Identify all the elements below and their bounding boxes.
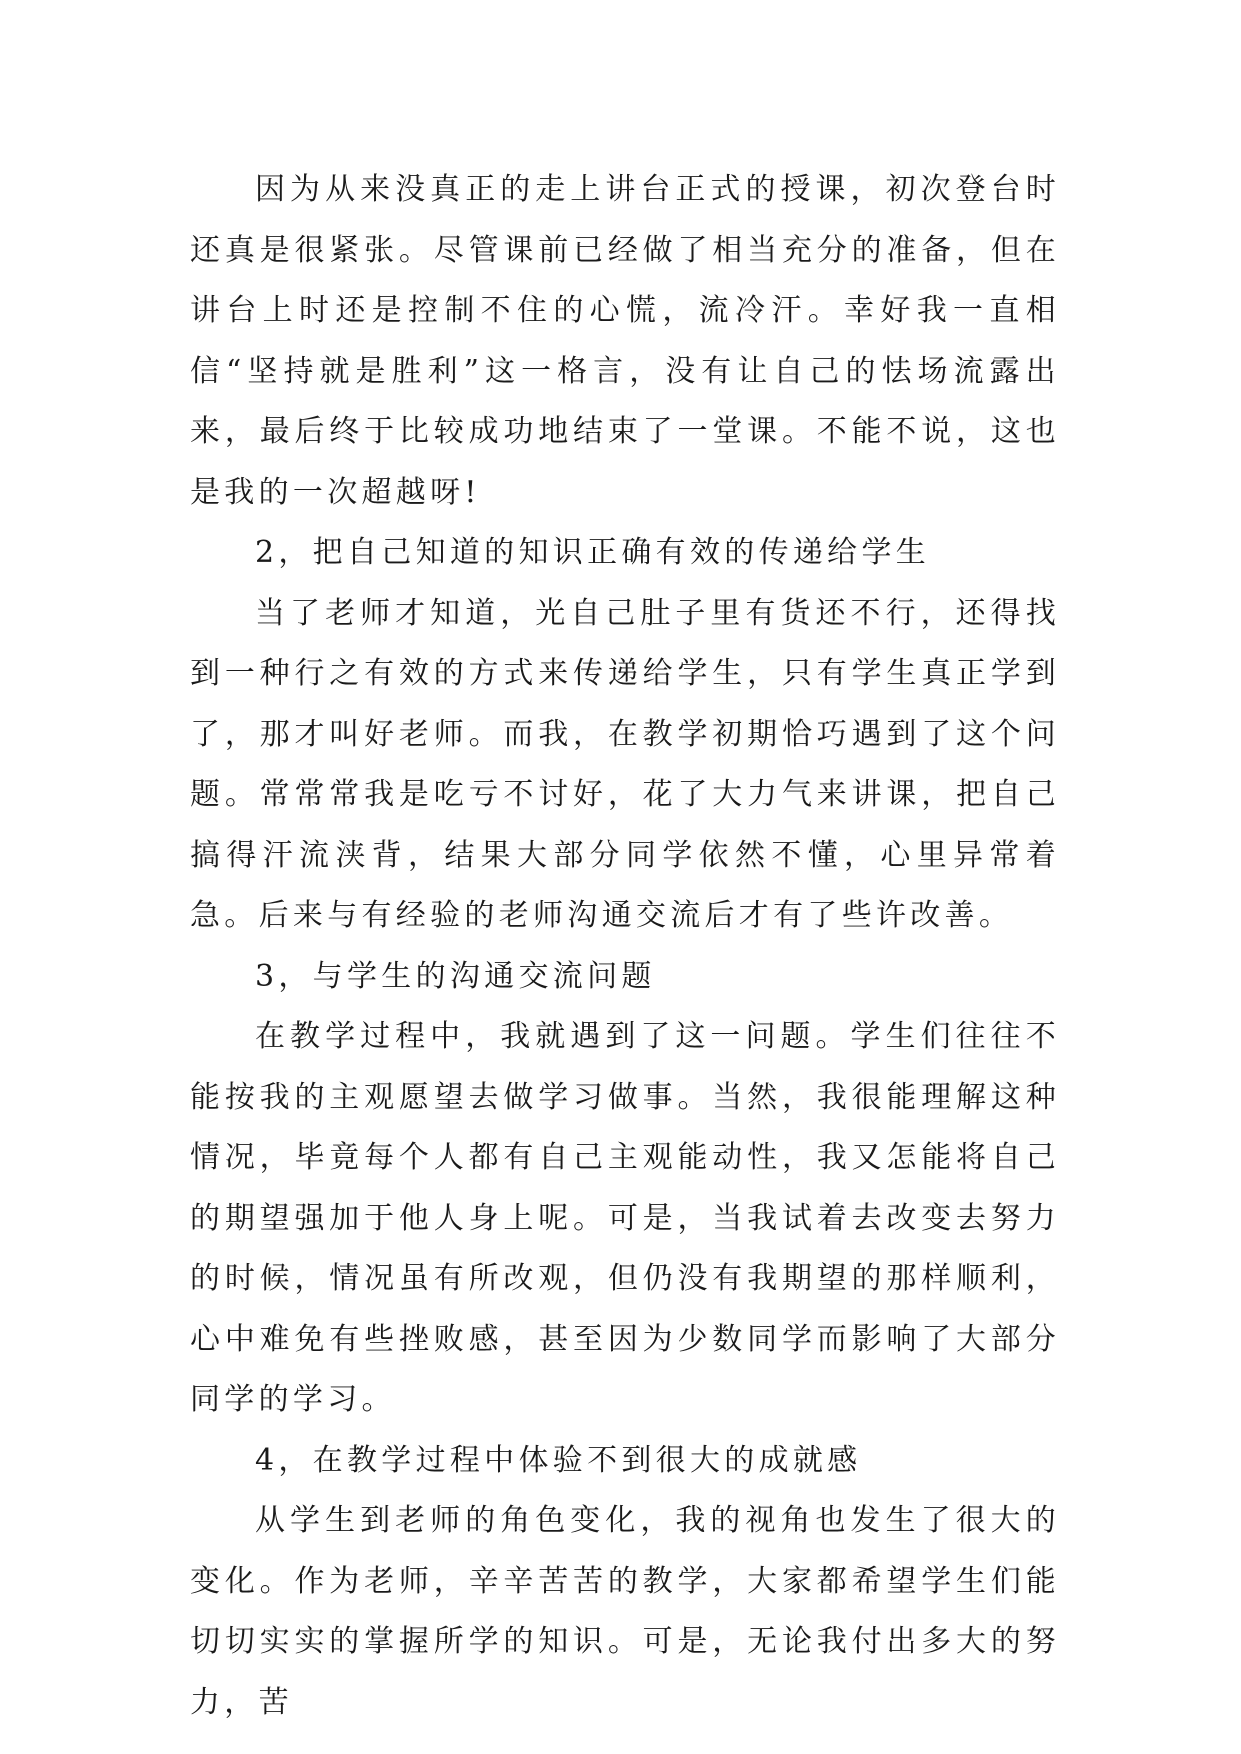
paragraph-achievement: 从学生到老师的角色变化，我的视角也发生了很大的变化。作为老师，辛辛苦苦的教学，大家都希望学生们能切切实实的掌握所学的知识。可是，无论我付出多大的努力，苦 xyxy=(190,1503,1060,1720)
paragraph-first-lecture: 因为从来没真正的走上讲台正式的授课，初次登台时还真是很紧张。尽管课前已经做了相当充分的准备，但在讲台上时还是控制不住的心慌，流冷汗。幸好我一直相信“坚持就是胜利”这一格言，没有让自己的怯场流露出来，最后终于比较成功地结束了一堂课。不能不说，这也是我的一次超越呀! xyxy=(190,172,1060,510)
paragraph-communication: 在教学过程中，我就遇到了这一问题。学生们往往不能按我的主观愿望去做学习做事。当然，我很能理解这种情况，毕竟每个人都有自己主观能动性，我又怎能将自己的期望强加于他人身上呢。可是，当我试着去改变去努力的时候，情况虽有所改观，但仍没有我期望的那样顺利，心中难免有些挫败感，甚至因为少数同学而影响了大部分同学的学习。 xyxy=(190,1019,1060,1417)
document-body xyxy=(190,160,1060,1733)
section-heading-4: 4，在教学过程中体验不到很大的成就感 xyxy=(255,1442,862,1478)
section-heading-3: 3，与学生的沟通交流问题 xyxy=(255,958,656,994)
paragraph-knowledge-transfer: 当了老师才知道，光自己肚子里有货还不行，还得找到一种行之有效的方式来传递给学生，只有学生真正学到了，那才叫好老师。而我，在教学初期恰巧遇到了这个问题。常常常我是吃亏不讨好，花了大力气来讲课，把自己搞得汗流浃背，结果大部分同学依然不懂，心里异常着急。后来与有经验的老师沟通交流后才有了些许改善。 xyxy=(190,595,1060,933)
section-heading-2: 2，把自己知道的知识正确有效的传递给学生 xyxy=(255,535,931,570)
